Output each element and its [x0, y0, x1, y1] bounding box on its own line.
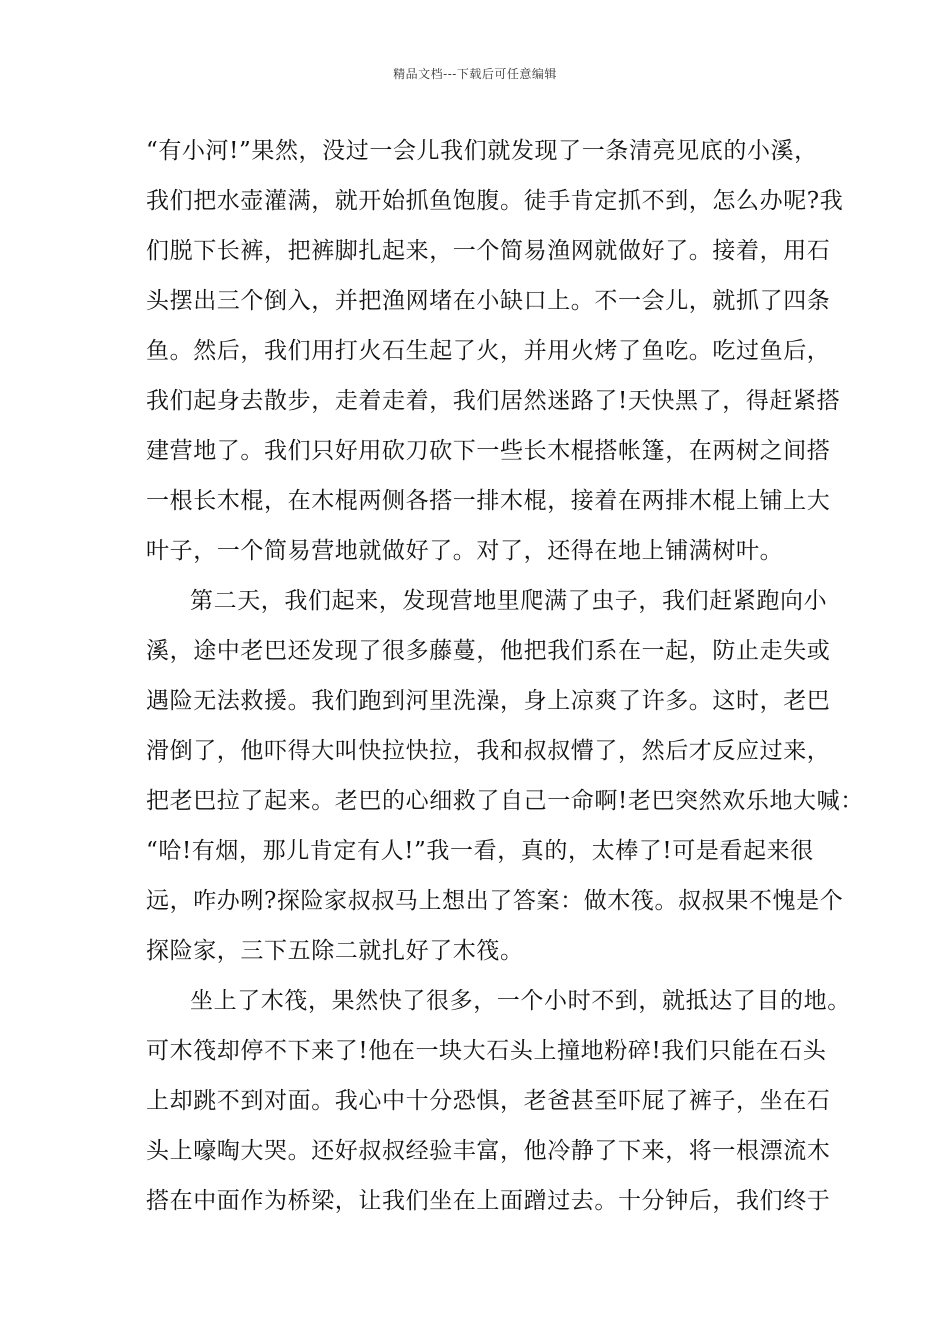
paragraph-1-line-1: “有小河!”果然，没过一会儿我们就发现了一条清亮见底的小溪，	[146, 138, 818, 164]
paragraph-1-line-9: 叶子，一个简易营地就做好了。对了，还得在地上铺满树叶。	[146, 538, 784, 564]
paragraph-1-line-8: 一根长木棍，在木棍两侧各搭一排木棍，接着在两排木棍上铺上大	[146, 488, 831, 514]
paragraph-2-line-3: 遇险无法救援。我们跑到河里洗澡，身上凉爽了许多。这时，老巴	[146, 688, 831, 714]
paragraph-2-line-6: “哈!有烟，那儿肯定有人!”我一看，真的，太棒了!可是看起来很	[146, 838, 814, 864]
paragraph-1-line-7: 建营地了。我们只好用砍刀砍下一些长木棍搭帐篷，在两树之间搭	[146, 438, 831, 464]
paragraph-3-line-4: 头上嚎啕大哭。还好叔叔经验丰富，他冷静了下来，将一根漂流木	[146, 1138, 831, 1164]
paragraph-2-line-2: 溪，途中老巴还发现了很多藤蔓，他把我们系在一起，防止走失或	[146, 638, 831, 664]
paragraph-2-line-1: 第二天，我们起来，发现营地里爬满了虫子，我们赶紧跑向小	[190, 588, 828, 614]
page-header: 精品文档---下载后可任意编辑	[393, 67, 557, 81]
paragraph-1-line-2: 我们把水壶灌满，就开始抓鱼饱腹。徒手肯定抓不到，怎么办呢?我	[146, 188, 844, 214]
paragraph-3-line-5: 搭在中面作为桥梁，让我们坐在上面蹭过去。十分钟后，我们终于	[146, 1188, 831, 1214]
paragraph-2-line-8: 探险家，三下五除二就扎好了木筏。	[146, 938, 524, 964]
paragraph-2-line-5: 把老巴拉了起来。老巴的心细救了自己一命啊!老巴突然欢乐地大喊：	[146, 788, 864, 814]
paragraph-3-line-2: 可木筏却停不下来了!他在一块大石头上撞地粉碎!我们只能在石头	[146, 1038, 827, 1064]
paragraph-2-line-4: 滑倒了，他吓得大叫快拉快拉，我和叔叔懵了，然后才反应过来，	[146, 738, 831, 764]
paragraph-2-line-7: 远，咋办咧?探险家叔叔马上想出了答案：做木筏。叔叔果不愧是个	[146, 888, 844, 914]
paragraph-1-line-6: 我们起身去散步，走着走着，我们居然迷路了!天快黑了，得赶紧搭	[146, 388, 841, 414]
paragraph-3-line-1: 坐上了木筏，果然快了很多，一个小时不到，就抵达了目的地。	[190, 988, 851, 1014]
paragraph-3-line-3: 上却跳不到对面。我心中十分恐惧，老爸甚至吓屁了裤子，坐在石	[146, 1088, 831, 1114]
paragraph-1-line-5: 鱼。然后，我们用打火石生起了火，并用火烤了鱼吃。吃过鱼后，	[146, 338, 831, 364]
paragraph-1-line-3: 们脱下长裤，把裤脚扎起来，一个简易渔网就做好了。接着，用石	[146, 238, 831, 264]
paragraph-1-line-4: 头摆出三个倒入，并把渔网堵在小缺口上。不一会儿，就抓了四条	[146, 288, 831, 314]
